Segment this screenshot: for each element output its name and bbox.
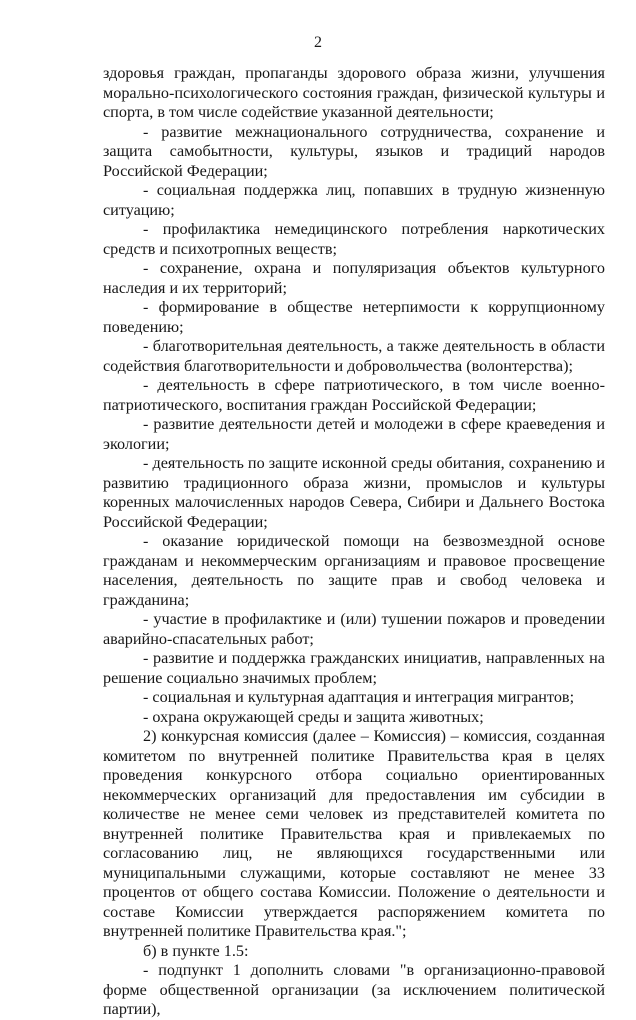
paragraph: - благотворительная деятельность, а также деятельность в области содействия благотворительности и добровольчества (волонтерства); bbox=[103, 337, 605, 375]
paragraph: - профилактика немедицинского потребления наркотических средств и психотропных веществ; bbox=[103, 220, 605, 258]
paragraph: - деятельность по защите исконной среды обитания, сохранению и развитию традиционного образа жизни, промыслов и культуры коренных малочисленных народов Севера, Сибири и Дальнего Востока Российской Федерации; bbox=[103, 454, 605, 531]
document-body bbox=[103, 64, 605, 1020]
paragraph: - деятельность в сфере патриотического, в том числе военно-патриотического, воспитания граждан Российской Федерации; bbox=[103, 376, 605, 414]
paragraph: - развитие деятельности детей и молодежи в сфере краеведения и экологии; bbox=[103, 415, 605, 453]
paragraph: - социальная поддержка лиц, попавших в трудную жизненную ситуацию; bbox=[103, 181, 605, 219]
paragraph: - сохранение, охрана и популяризация объектов культурного наследия и их территорий; bbox=[103, 259, 605, 297]
paragraph: - развитие межнационального сотрудничества, сохранение и защита самобытности, культуры, языков и традиций народов Российской Федерации; bbox=[103, 122, 605, 180]
paragraph: - участие в профилактике и (или) тушении пожаров и проведении аварийно-спасательных работ; bbox=[103, 610, 605, 648]
paragraph: 2) конкурсная комиссия (далее – Комиссия) – комиссия, созданная комитетом по внутренней политике Правительства края в целях проведения конкурсного отбора социально ориентированных некоммерческих организаций для предоставления им субсидии в количестве не менее семи человек из представителей комитета по внутренней политике Правительства края и привлекаемых по согласованию лиц, не являющихся государственными или муниципальными служащими, которые составляют не менее 33 процентов от общего состава Комиссии. Положение о деятельности и составе Комиссии утверждается распоряжением комитета по внутренней политике Правительства края."; bbox=[103, 727, 605, 940]
page-number: 2 bbox=[314, 34, 322, 51]
paragraph: - формирование в обществе нетерпимости к коррупционному поведению; bbox=[103, 298, 605, 336]
paragraph: - оказание юридической помощи на безвозмездной основе гражданам и некоммерческим организациям и правовое просвещение населения, деятельность по защите прав и свобод человека и гражданина; bbox=[103, 532, 605, 609]
paragraph: - развитие и поддержка гражданских инициатив, направленных на решение социально значимых проблем; bbox=[103, 649, 605, 687]
paragraph: - подпункт 1 дополнить словами "в организационно-правовой форме общественной организации (за исключением политической партии), bbox=[103, 961, 605, 1018]
paragraph: б) в пункте 1.5: bbox=[143, 941, 249, 960]
paragraph: здоровья граждан, пропаганды здорового образа жизни, улучшения морально-психологического состояния граждан, физической культуры и спорта, в том числе содействие указанной деятельности; bbox=[103, 64, 605, 121]
paragraph: - охрана окружающей среды и защита животных; bbox=[143, 707, 484, 726]
paragraph: - социальная и культурная адаптация и интеграция мигрантов; bbox=[143, 688, 575, 706]
